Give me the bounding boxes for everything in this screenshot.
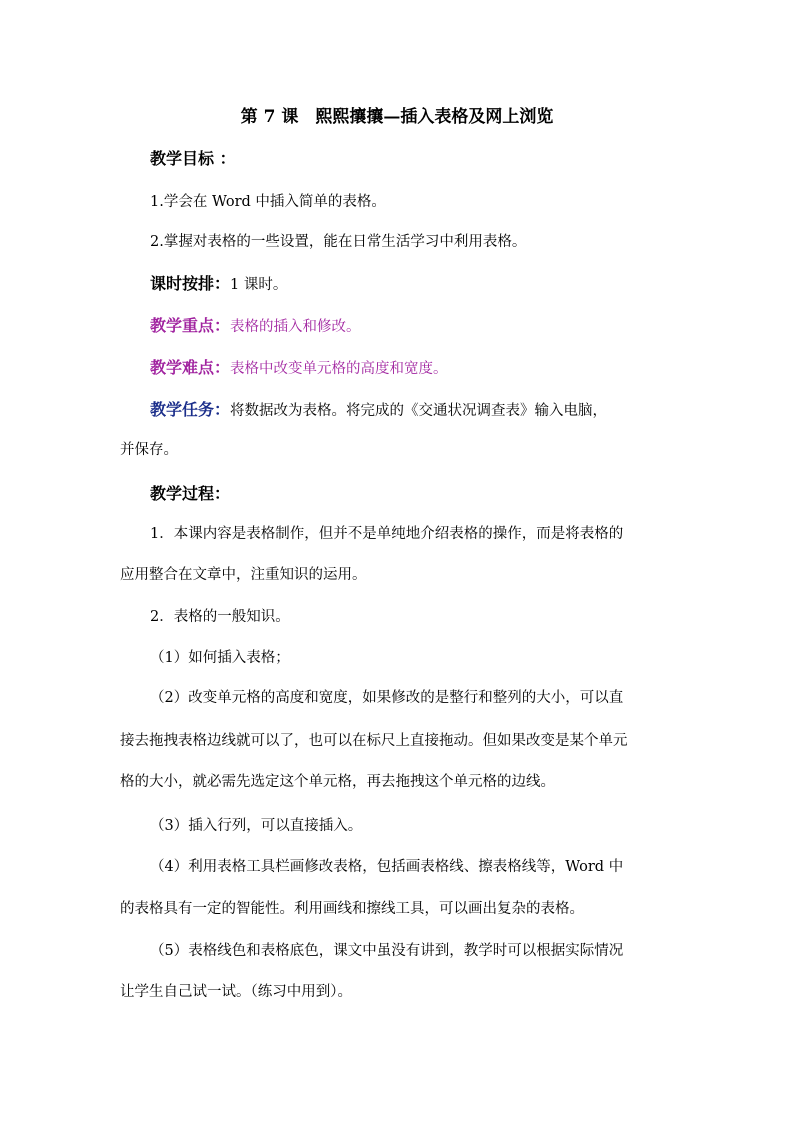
process-s3: （3）插入行列，可以直接插入。 — [150, 818, 363, 834]
task-label: 教学任务： — [150, 400, 231, 419]
key-point-label: 教学重点： — [150, 316, 231, 335]
process-p1-line1: 1．本课内容是表格制作，但并不是单纯地介绍表格的操作，而是将表格的 — [150, 526, 624, 542]
process-p2: 2．表格的一般知识。 — [150, 609, 290, 625]
goals-heading: 教学目标 ： — [150, 149, 236, 168]
goal-item-1: 1.学会在 Word 中插入简单的表格。 — [150, 194, 386, 210]
process-s1: （1）如何插入表格； — [150, 650, 290, 666]
key-point-row — [150, 314, 710, 339]
process-s4-line1: （4）利用表格工具栏画修改表格，包括画表格线、擦表格线等，Word 中 — [150, 859, 624, 875]
schedule-label: 课时按排： — [150, 274, 231, 293]
task-row — [150, 398, 710, 423]
schedule-value: 1 课时。 — [230, 277, 288, 293]
difficulty-label: 教学难点： — [150, 358, 231, 377]
task-value-line2: 并保存。 — [120, 442, 178, 458]
task-value-line1: 将数据改为表格。将完成的《交通状况调查表》输入电脑， — [230, 403, 608, 419]
difficulty-row — [150, 356, 710, 381]
process-heading: 教学过程： — [150, 484, 231, 503]
difficulty-value: 表格中改变单元格的高度和宽度。 — [230, 361, 448, 377]
process-s5-line2: 让学生自己试一试。（练习中用到）。 — [120, 984, 352, 1000]
process-s5-line1: （5）表格线色和表格底色，课文中虽没有讲到，教学时可以根据实际情况 — [150, 943, 624, 959]
process-s2-line3: 格的大小，就必需先选定这个单元格，再去拖拽这个单元格的边线。 — [120, 774, 555, 790]
goal-item-2: 2.掌握对表格的一些设置，能在日常生活学习中利用表格。 — [150, 234, 527, 250]
process-p1-line2: 应用整合在文章中，注重知识的运用。 — [120, 567, 367, 583]
schedule-row — [150, 272, 710, 297]
process-s2-line1: （2）改变单元格的高度和宽度，如果修改的是整行和整列的大小，可以直 — [150, 690, 624, 706]
key-point-value: 表格的插入和修改。 — [230, 319, 361, 335]
process-s4-line2: 的表格具有一定的智能性。利用画线和擦线工具，可以画出复杂的表格。 — [120, 901, 584, 917]
process-s2-line2: 接去拖拽表格边线就可以了，也可以在标尺上直接拖动。但如果改变是某个单元 — [120, 733, 628, 749]
page-title: 第 7 课 熙熙攘攘—插入表格及网上浏览 — [240, 107, 554, 127]
